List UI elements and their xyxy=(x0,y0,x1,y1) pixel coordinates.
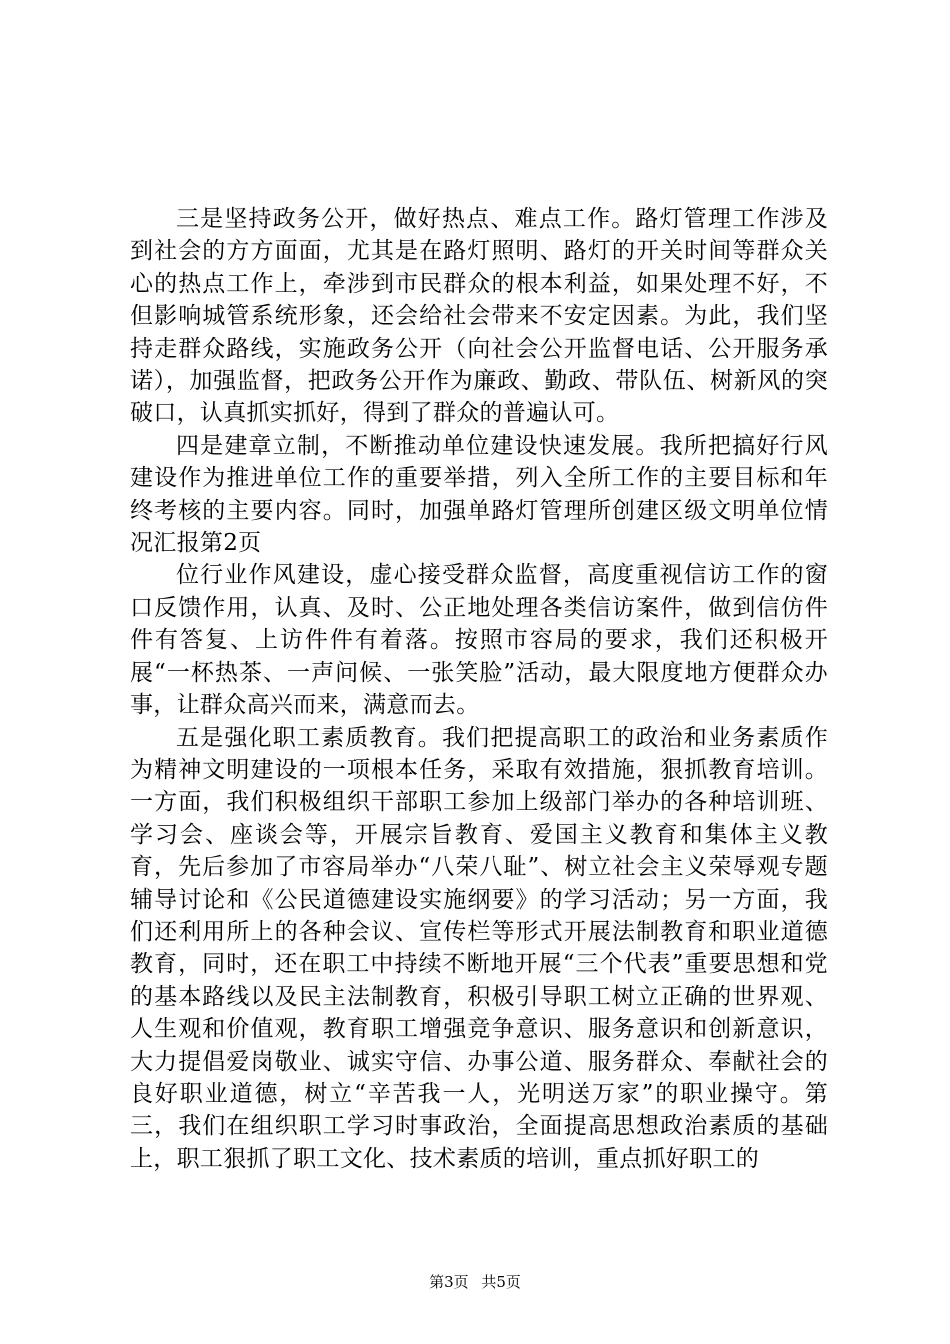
paragraph-industry-style: 位行业作风建设，虚心接受群众监督，高度重视信访工作的窗口反馈作用，认真、及时、公正地处理各类信访案件，做到信仿件件有答复、上访件件有着落。按照市容局的要求，我们还积极开展“一杯热茶、一声问候、一张笑脸”活动，最大限度地方便群众办事，让群众高兴而来，满意而去。 xyxy=(130,562,828,719)
page-number-total: 共5页 xyxy=(481,1273,521,1291)
paragraph-staff-education: 五是强化职工素质教育。我们把提高职工的政治和业务素质作为精神文明建设的一项根本任务，采取有效措施，狠抓教育培训。一方面，我们积极组织干部职工参加上级部门举办的各种培训班、学习会、座谈会等，开展宗旨教育、爱国主义教育和集体主义教育，先后参加了市容局举办“八荣八耻”、树立社会主义荣辱观专题辅导讨论和《公民道德建设实施纲要》的学习活动；另一方面，我们还利用所上的各种会议、宣传栏等形式开展法制教育和职业道德教育，同时，还在职工中持续不断地开展“三个代表”重要思想和党的基本路线以及民主法制教育，积极引导职工树立正确的世界观、人生观和价值观，教育职工增强竞争意识、服务意识和创新意识，大力提倡爱岗敬业、诚实守信、办事公道、服务群众、奉献社会的良好职业道德，树立“辛苦我一人，光明送万家”的职业操守。第三，我们在组织职工学习时事政治，全面提高思想政治素质的基础上，职工狠抓了职工文化、技术素质的培训，重点抓好职工的 xyxy=(130,724,828,1172)
paragraph-open-government: 三是坚持政务公开，做好热点、难点工作。路灯管理工作涉及到社会的方方面面，尤其是在路灯照明、路灯的开关时间等群众关心的热点工作上，牵涉到市民群众的根本利益，如果处理不好，不但影响城管系统形象，还会给社会带来不安定因素。为此，我们坚持走群众路线，实施政务公开（向社会公开监督电话、公开服务承诺），加强监督，把政务公开作为廉政、勤政、带队伍、树新风的突破口，认真抓实抓好，得到了群众的普遍认可。 xyxy=(130,206,828,427)
document-body xyxy=(130,203,828,1175)
page-footer xyxy=(0,1272,950,1292)
page-number-current: 第3页 xyxy=(429,1273,469,1291)
paragraph-rules-regulations: 四是建章立制，不断推动单位建设快速发展。我所把搞好行风建设作为推进单位工作的重要举措，列入全所工作的主要目标和年终考核的主要内容。同时，加强单路灯管理所创建区级文明单位情况汇报第2页 xyxy=(130,432,828,557)
